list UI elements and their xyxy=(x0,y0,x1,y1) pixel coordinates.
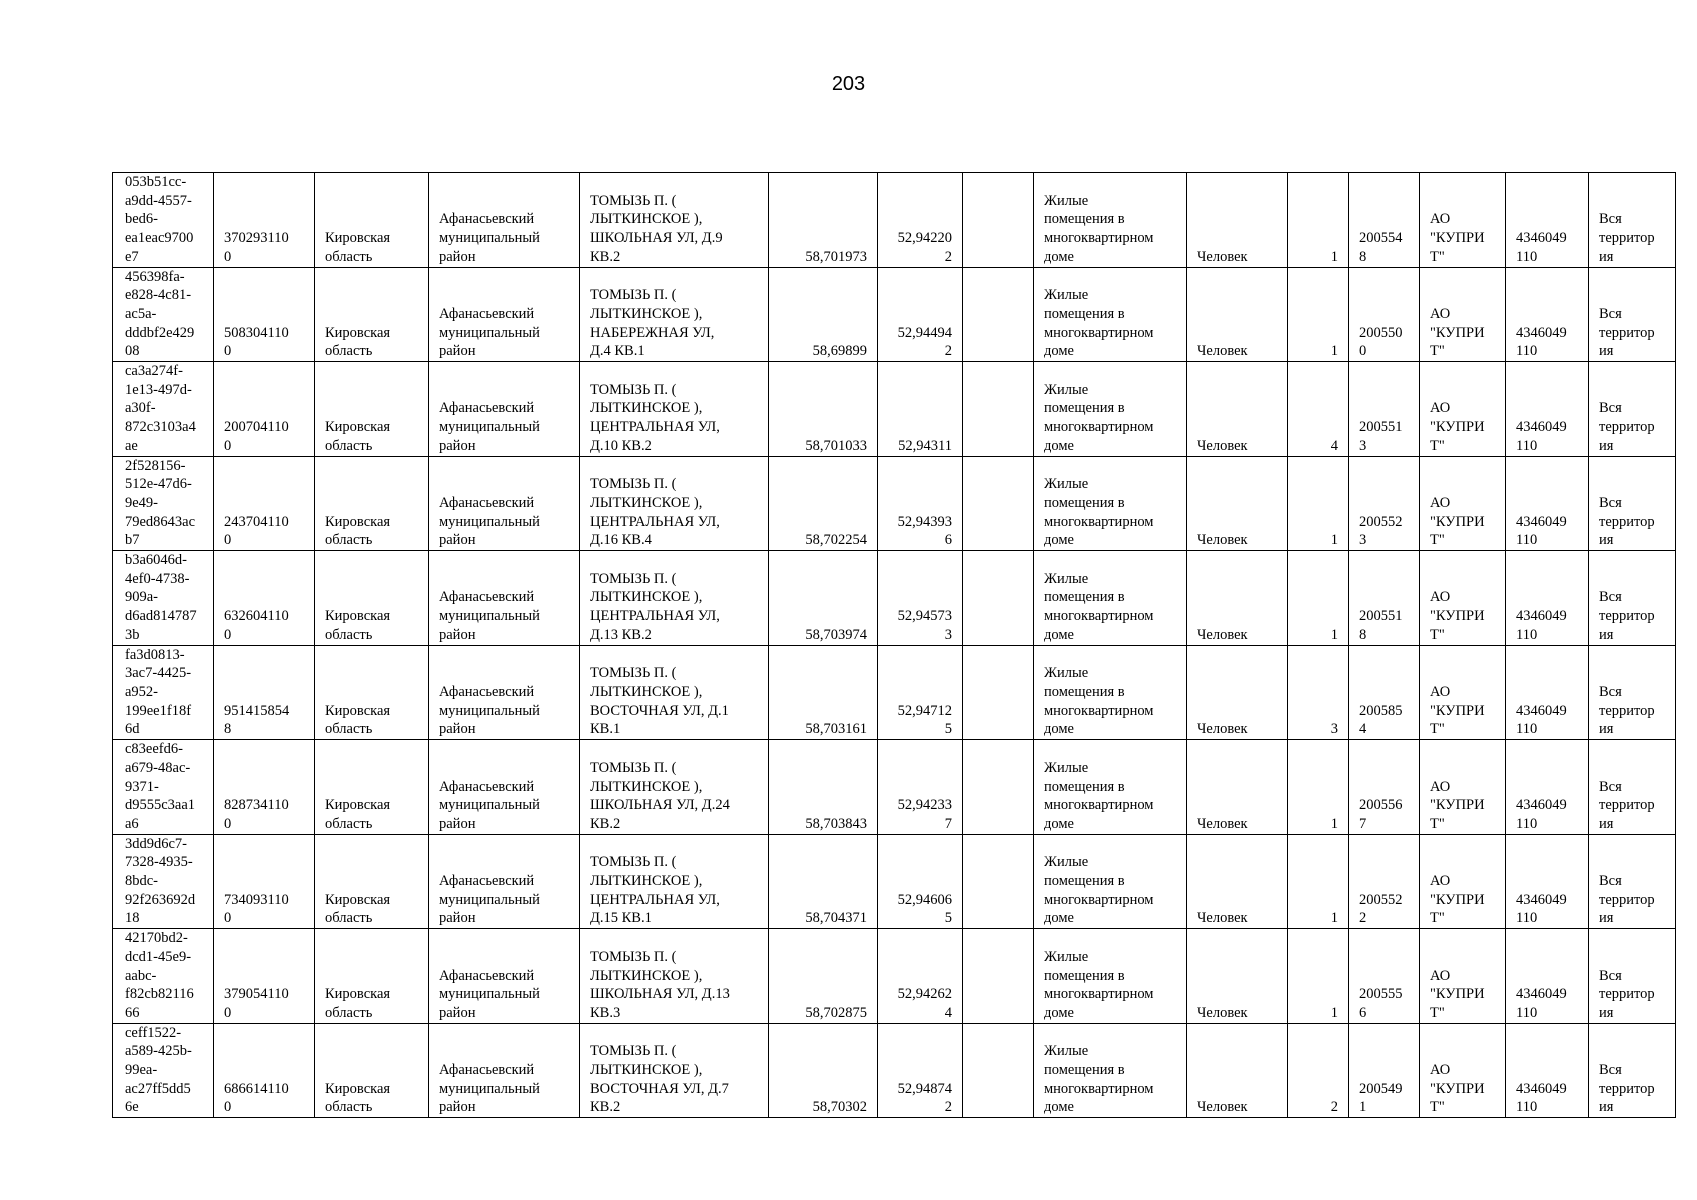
cell-code: 828734110 0 xyxy=(214,740,315,835)
cell-longitude: 52,94494 2 xyxy=(878,267,963,362)
cell-territory: Вся территор ия xyxy=(1589,173,1676,268)
cell-empty xyxy=(963,929,1034,1024)
cell-address: ТОМЫЗЬ П. ( ЛЫТКИНСКОЕ ), ВОСТОЧНАЯ УЛ, Д.7 КВ.2 xyxy=(580,1023,769,1118)
table-row xyxy=(113,1023,1676,1118)
cell-territory: Вся территор ия xyxy=(1589,645,1676,740)
page-number: 203 xyxy=(831,73,866,95)
cell-address: ТОМЫЗЬ П. ( ЛЫТКИНСКОЕ ), ЦЕНТРАЛЬНАЯ УЛ, Д.15 КВ.1 xyxy=(580,834,769,929)
cell-count: 3 xyxy=(1288,645,1349,740)
table-row xyxy=(113,456,1676,551)
cell-territory: Вся территор ия xyxy=(1589,456,1676,551)
table-body xyxy=(113,173,1676,1118)
cell-longitude: 52,94874 2 xyxy=(878,1023,963,1118)
cell-unit: Человек xyxy=(1187,929,1288,1024)
cell-address: ТОМЫЗЬ П. ( ЛЫТКИНСКОЕ ), ШКОЛЬНАЯ УЛ, Д.13 КВ.3 xyxy=(580,929,769,1024)
cell-territory: Вся территор ия xyxy=(1589,740,1676,835)
cell-count: 2 xyxy=(1288,1023,1349,1118)
cell-empty xyxy=(963,740,1034,835)
cell-number: 200551 8 xyxy=(1349,551,1420,646)
cell-latitude: 58,701973 xyxy=(769,173,878,268)
cell-district: Афанасьевский муниципальный район xyxy=(429,929,580,1024)
cell-district: Афанасьевский муниципальный район xyxy=(429,362,580,457)
cell-latitude: 58,702254 xyxy=(769,456,878,551)
table-row xyxy=(113,173,1676,268)
cell-code: 686614110 0 xyxy=(214,1023,315,1118)
table-row xyxy=(113,834,1676,929)
cell-number: 200552 2 xyxy=(1349,834,1420,929)
cell-address: ТОМЫЗЬ П. ( ЛЫТКИНСКОЕ ), ШКОЛЬНАЯ УЛ, Д.9 КВ.2 xyxy=(580,173,769,268)
cell-region: Кировская область xyxy=(315,929,429,1024)
cell-id: c83eefd6- a679-48ac- 9371- d9555c3aa1 a6 xyxy=(113,740,214,835)
cell-latitude: 58,70302 xyxy=(769,1023,878,1118)
cell-unit: Человек xyxy=(1187,551,1288,646)
cell-inn: 4346049 110 xyxy=(1506,551,1589,646)
cell-inn: 4346049 110 xyxy=(1506,1023,1589,1118)
cell-region: Кировская область xyxy=(315,456,429,551)
cell-count: 4 xyxy=(1288,362,1349,457)
cell-latitude: 58,703974 xyxy=(769,551,878,646)
cell-district: Афанасьевский муниципальный район xyxy=(429,740,580,835)
cell-empty xyxy=(963,1023,1034,1118)
cell-region: Кировская область xyxy=(315,267,429,362)
table-row xyxy=(113,929,1676,1024)
cell-organization: АО "КУПРИ Т" xyxy=(1420,645,1506,740)
cell-district: Афанасьевский муниципальный район xyxy=(429,1023,580,1118)
cell-premises-type: Жилые помещения в многоквартирном доме xyxy=(1034,834,1187,929)
cell-premises-type: Жилые помещения в многоквартирном доме xyxy=(1034,173,1187,268)
cell-premises-type: Жилые помещения в многоквартирном доме xyxy=(1034,645,1187,740)
cell-organization: АО "КУПРИ Т" xyxy=(1420,267,1506,362)
cell-unit: Человек xyxy=(1187,456,1288,551)
cell-number: 200550 0 xyxy=(1349,267,1420,362)
cell-latitude: 58,703161 xyxy=(769,645,878,740)
cell-number: 200556 7 xyxy=(1349,740,1420,835)
cell-count: 1 xyxy=(1288,456,1349,551)
cell-number: 200555 6 xyxy=(1349,929,1420,1024)
cell-district: Афанасьевский муниципальный район xyxy=(429,645,580,740)
cell-id: 456398fa- e828-4c81- ac5a- dddbf2e429 08 xyxy=(113,267,214,362)
cell-region: Кировская область xyxy=(315,362,429,457)
cell-empty xyxy=(963,173,1034,268)
cell-address: ТОМЫЗЬ П. ( ЛЫТКИНСКОЕ ), ЦЕНТРАЛЬНАЯ УЛ, Д.13 КВ.2 xyxy=(580,551,769,646)
table-row xyxy=(113,267,1676,362)
cell-count: 1 xyxy=(1288,551,1349,646)
cell-code: 734093110 0 xyxy=(214,834,315,929)
cell-organization: АО "КУПРИ Т" xyxy=(1420,1023,1506,1118)
cell-territory: Вся территор ия xyxy=(1589,1023,1676,1118)
cell-district: Афанасьевский муниципальный район xyxy=(429,551,580,646)
table-row xyxy=(113,740,1676,835)
cell-unit: Человек xyxy=(1187,834,1288,929)
cell-id: fa3d0813- 3ac7-4425- a952- 199ee1f18f 6d xyxy=(113,645,214,740)
cell-code: 243704110 0 xyxy=(214,456,315,551)
cell-region: Кировская область xyxy=(315,740,429,835)
cell-latitude: 58,69899 xyxy=(769,267,878,362)
cell-empty xyxy=(963,362,1034,457)
cell-inn: 4346049 110 xyxy=(1506,267,1589,362)
cell-territory: Вся территор ия xyxy=(1589,834,1676,929)
cell-id: b3a6046d- 4ef0-4738- 909a- d6ad814787 3b xyxy=(113,551,214,646)
cell-longitude: 52,94262 4 xyxy=(878,929,963,1024)
cell-longitude: 52,94233 7 xyxy=(878,740,963,835)
cell-unit: Человек xyxy=(1187,267,1288,362)
table-row xyxy=(113,362,1676,457)
cell-organization: АО "КУПРИ Т" xyxy=(1420,456,1506,551)
cell-inn: 4346049 110 xyxy=(1506,929,1589,1024)
cell-organization: АО "КУПРИ Т" xyxy=(1420,173,1506,268)
cell-territory: Вся территор ия xyxy=(1589,551,1676,646)
cell-unit: Человек xyxy=(1187,1023,1288,1118)
registry-table xyxy=(112,172,1676,1118)
cell-id: 3dd9d6c7- 7328-4935- 8bdc- 92f263692d 18 xyxy=(113,834,214,929)
cell-inn: 4346049 110 xyxy=(1506,645,1589,740)
cell-count: 1 xyxy=(1288,834,1349,929)
cell-unit: Человек xyxy=(1187,645,1288,740)
cell-unit: Человек xyxy=(1187,362,1288,457)
cell-unit: Человек xyxy=(1187,740,1288,835)
table-row xyxy=(113,551,1676,646)
cell-longitude: 52,94606 5 xyxy=(878,834,963,929)
cell-district: Афанасьевский муниципальный район xyxy=(429,267,580,362)
cell-number: 200552 3 xyxy=(1349,456,1420,551)
cell-code: 379054110 0 xyxy=(214,929,315,1024)
cell-id: 42170bd2- dcd1-45e9- aabc- f82cb82116 66 xyxy=(113,929,214,1024)
cell-territory: Вся территор ия xyxy=(1589,267,1676,362)
cell-premises-type: Жилые помещения в многоквартирном доме xyxy=(1034,740,1187,835)
cell-address: ТОМЫЗЬ П. ( ЛЫТКИНСКОЕ ), ВОСТОЧНАЯ УЛ, Д.1 КВ.1 xyxy=(580,645,769,740)
cell-address: ТОМЫЗЬ П. ( ЛЫТКИНСКОЕ ), ЦЕНТРАЛЬНАЯ УЛ, Д.16 КВ.4 xyxy=(580,456,769,551)
cell-empty xyxy=(963,645,1034,740)
cell-premises-type: Жилые помещения в многоквартирном доме xyxy=(1034,551,1187,646)
cell-longitude: 52,94712 5 xyxy=(878,645,963,740)
cell-code: 370293110 0 xyxy=(214,173,315,268)
cell-organization: АО "КУПРИ Т" xyxy=(1420,929,1506,1024)
table-row xyxy=(113,645,1676,740)
cell-number: 200554 8 xyxy=(1349,173,1420,268)
cell-code: 508304110 0 xyxy=(214,267,315,362)
cell-inn: 4346049 110 xyxy=(1506,362,1589,457)
cell-number: 200549 1 xyxy=(1349,1023,1420,1118)
cell-region: Кировская область xyxy=(315,551,429,646)
cell-latitude: 58,701033 xyxy=(769,362,878,457)
cell-region: Кировская область xyxy=(315,1023,429,1118)
cell-code: 632604110 0 xyxy=(214,551,315,646)
cell-premises-type: Жилые помещения в многоквартирном доме xyxy=(1034,267,1187,362)
cell-empty xyxy=(963,456,1034,551)
cell-address: ТОМЫЗЬ П. ( ЛЫТКИНСКОЕ ), ШКОЛЬНАЯ УЛ, Д.24 КВ.2 xyxy=(580,740,769,835)
cell-longitude: 52,94393 6 xyxy=(878,456,963,551)
cell-count: 1 xyxy=(1288,740,1349,835)
cell-address: ТОМЫЗЬ П. ( ЛЫТКИНСКОЕ ), ЦЕНТРАЛЬНАЯ УЛ, Д.10 КВ.2 xyxy=(580,362,769,457)
cell-latitude: 58,703843 xyxy=(769,740,878,835)
cell-inn: 4346049 110 xyxy=(1506,456,1589,551)
cell-count: 1 xyxy=(1288,173,1349,268)
cell-district: Афанасьевский муниципальный район xyxy=(429,834,580,929)
cell-empty xyxy=(963,834,1034,929)
cell-organization: АО "КУПРИ Т" xyxy=(1420,551,1506,646)
cell-inn: 4346049 110 xyxy=(1506,834,1589,929)
cell-territory: Вся территор ия xyxy=(1589,362,1676,457)
cell-empty xyxy=(963,267,1034,362)
cell-id: ceff1522- a589-425b- 99ea- ac27ff5dd5 6e xyxy=(113,1023,214,1118)
cell-code: 951415854 8 xyxy=(214,645,315,740)
cell-latitude: 58,704371 xyxy=(769,834,878,929)
cell-count: 1 xyxy=(1288,929,1349,1024)
cell-district: Афанасьевский муниципальный район xyxy=(429,456,580,551)
cell-organization: АО "КУПРИ Т" xyxy=(1420,362,1506,457)
cell-region: Кировская область xyxy=(315,173,429,268)
cell-code: 200704110 0 xyxy=(214,362,315,457)
cell-premises-type: Жилые помещения в многоквартирном доме xyxy=(1034,929,1187,1024)
cell-premises-type: Жилые помещения в многоквартирном доме xyxy=(1034,362,1187,457)
cell-number: 200585 4 xyxy=(1349,645,1420,740)
cell-inn: 4346049 110 xyxy=(1506,740,1589,835)
cell-count: 1 xyxy=(1288,267,1349,362)
cell-unit: Человек xyxy=(1187,173,1288,268)
cell-empty xyxy=(963,551,1034,646)
cell-longitude: 52,94220 2 xyxy=(878,173,963,268)
cell-id: 053b51cc- a9dd-4557- bed6- ea1eac9700 e7 xyxy=(113,173,214,268)
cell-longitude: 52,94311 xyxy=(878,362,963,457)
cell-region: Кировская область xyxy=(315,834,429,929)
cell-inn: 4346049 110 xyxy=(1506,173,1589,268)
cell-number: 200551 3 xyxy=(1349,362,1420,457)
cell-organization: АО "КУПРИ Т" xyxy=(1420,834,1506,929)
cell-premises-type: Жилые помещения в многоквартирном доме xyxy=(1034,456,1187,551)
cell-premises-type: Жилые помещения в многоквартирном доме xyxy=(1034,1023,1187,1118)
cell-address: ТОМЫЗЬ П. ( ЛЫТКИНСКОЕ ), НАБЕРЕЖНАЯ УЛ, Д.4 КВ.1 xyxy=(580,267,769,362)
cell-organization: АО "КУПРИ Т" xyxy=(1420,740,1506,835)
cell-latitude: 58,702875 xyxy=(769,929,878,1024)
cell-id: ca3a274f- 1e13-497d- a30f- 872c3103a4 ae xyxy=(113,362,214,457)
cell-longitude: 52,94573 3 xyxy=(878,551,963,646)
cell-id: 2f528156- 512e-47d6- 9e49- 79ed8643ac b7 xyxy=(113,456,214,551)
cell-district: Афанасьевский муниципальный район xyxy=(429,173,580,268)
cell-territory: Вся территор ия xyxy=(1589,929,1676,1024)
cell-region: Кировская область xyxy=(315,645,429,740)
